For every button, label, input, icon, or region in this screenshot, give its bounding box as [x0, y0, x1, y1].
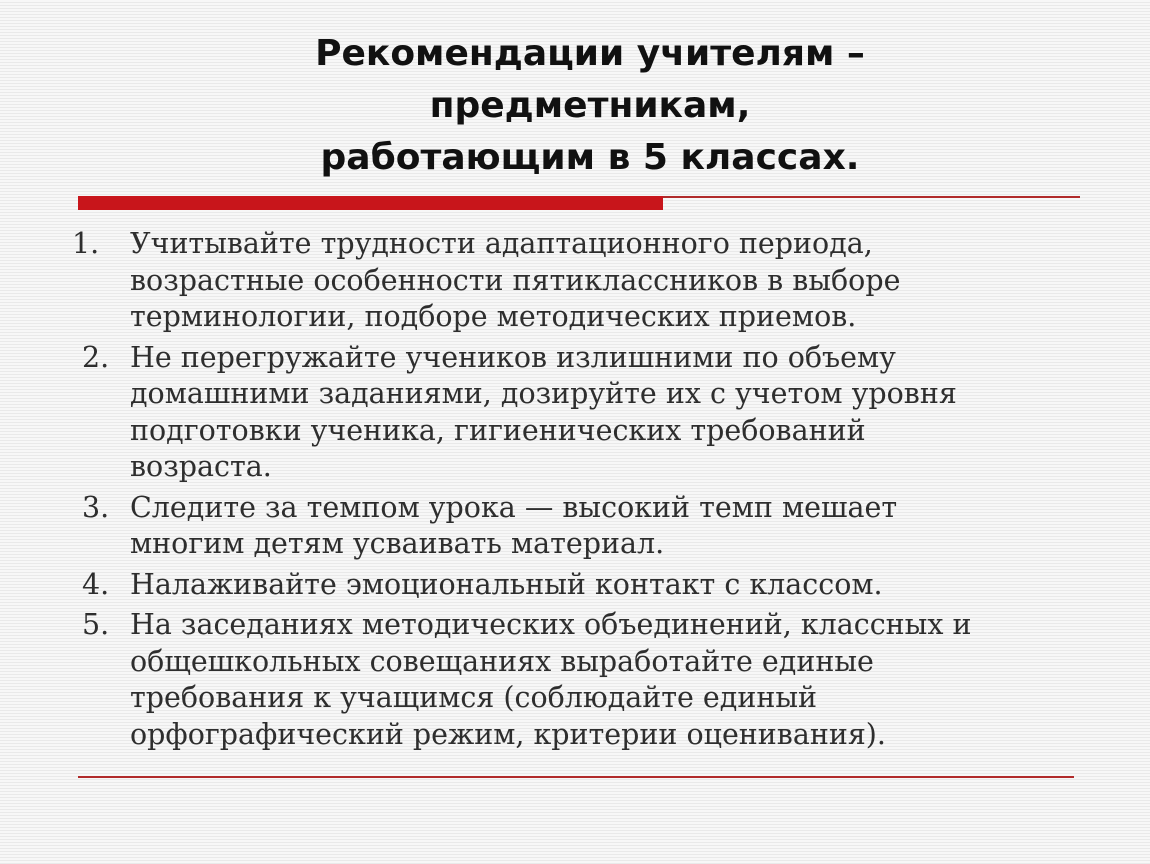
recommendation-item-5	[70, 607, 1080, 753]
item-line: Не перегружайте учеников излишними по объему	[130, 340, 896, 374]
item-number: 4.	[82, 567, 110, 601]
item-text	[130, 340, 1080, 486]
recommendation-item-3	[70, 490, 1080, 563]
item-line: Следите за темпом урока — высокий темп мешает	[130, 490, 898, 524]
item-line: Учитывайте трудности адаптационного периода,	[130, 227, 873, 260]
recommendation-item-1	[70, 226, 1080, 336]
title-line-1: Рекомендации учителям –	[315, 33, 865, 74]
item-number: 5.	[82, 608, 110, 641]
item-line: домашними заданиями, дозируйте их с учетом уровня	[130, 377, 957, 410]
item-line: Налаживайте эмоциональный контакт с классом.	[130, 567, 883, 601]
item-text	[130, 567, 1080, 604]
item-line: терминологии, подборе методических приемов.	[130, 300, 857, 333]
title-line-3: работающим в 5 классах.	[320, 137, 860, 178]
recommendation-item-2	[70, 340, 1080, 486]
recommendations-list	[70, 226, 1080, 757]
item-line: возраста.	[130, 450, 272, 483]
item-line: возрастные особенности пятиклассников в выборе	[130, 263, 901, 297]
item-text	[130, 226, 1080, 336]
bottom-divider	[78, 776, 1074, 778]
item-number: 1.	[72, 227, 100, 260]
item-line: орфографический режим, критерии оценивания).	[130, 717, 886, 751]
item-text	[130, 490, 1080, 563]
item-line: подготовки ученика, гигиенических требований	[130, 413, 866, 447]
item-line: многим детям усваивать материал.	[130, 527, 665, 560]
item-line: общешкольных совещаниях выработайте единые	[130, 644, 874, 678]
item-number: 2.	[82, 340, 110, 374]
title-divider-red-bar	[78, 196, 663, 210]
recommendation-item-4	[70, 567, 1080, 604]
title-divider	[78, 196, 1080, 210]
item-text	[130, 607, 1080, 753]
item-line: требования к учащимся (соблюдайте единый	[130, 681, 818, 714]
item-number: 3.	[82, 490, 110, 524]
title-line-2: предметникам,	[429, 85, 751, 126]
item-line: На заседаниях методических объединений, классных и	[130, 608, 972, 641]
slide-title	[200, 28, 980, 184]
